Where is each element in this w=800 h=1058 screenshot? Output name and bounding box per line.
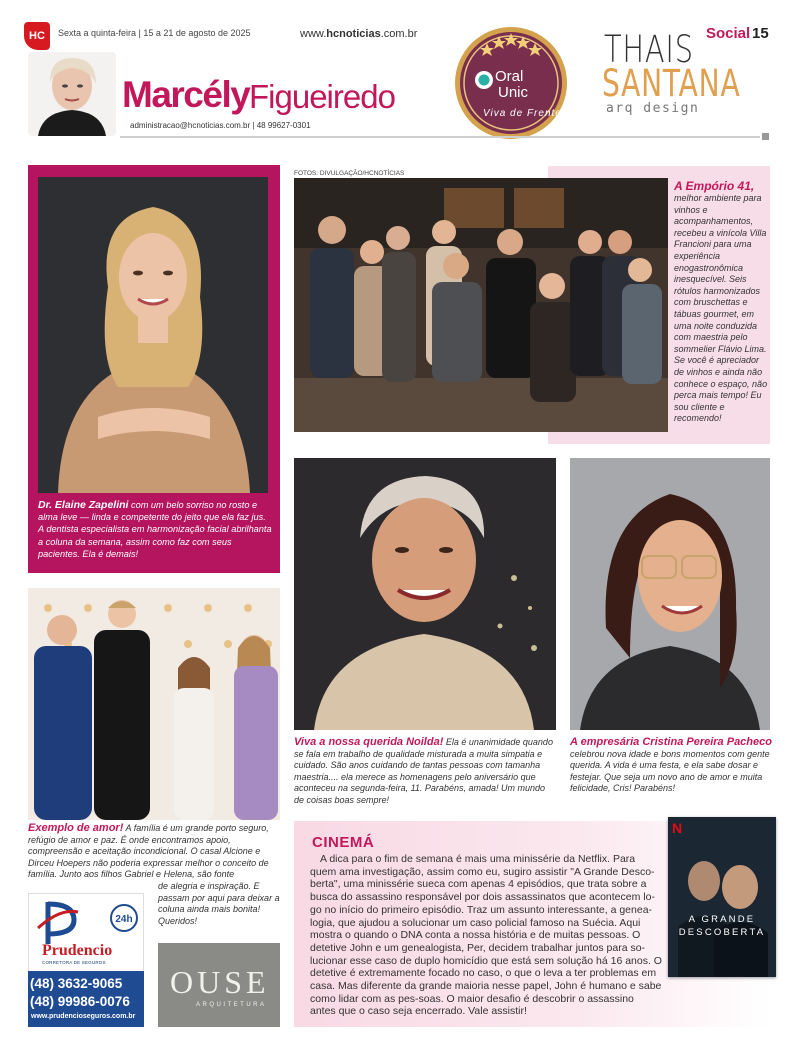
columnist-contact[interactable]: administracao@hcnoticias.com.br | 48 99627-0301 [130, 121, 311, 130]
poster-title-line1: A GRANDE [688, 914, 756, 925]
site-suffix: .com.br [380, 28, 418, 40]
ouse-subtitle: ARQUITETURA [196, 1002, 267, 1008]
columnist-last-name: Figueiredo [249, 78, 395, 115]
section-name: Social [706, 25, 751, 42]
header-divider-end [762, 133, 769, 140]
cinema-title: CINEMÁ [312, 834, 375, 851]
edition-date: Sexta a quinta-feira | 15 a 21 de agosto de 2025 [58, 28, 251, 38]
noilda-caption [294, 737, 556, 807]
prudencio-name: Prudencio [42, 942, 113, 959]
site-url[interactable] [300, 28, 417, 40]
site-prefix: www. [300, 28, 327, 40]
emporio-text: melhor ambiente para vinhos e acompanhamentos, recebeu a vinícola Villa Francioni para uma experiência enogastronômica inesquecível. Seis rótulos harmonizados com bruschettas e tábuas gourmet, em uma noite conduzida com maestria pelo sommelier Flávio Lima. Se você é apreciador de vinhos e ainda não conhece o espaço, não perca mais tempo! Eu sou cliente e recomendo! [674, 193, 768, 424]
site-bold: hcnoticias [326, 28, 381, 40]
thais-santana-logo-line3: arq design [606, 101, 700, 116]
elaine-text: com um belo sorriso no rosto e alma leve — linda e competente do jeito que ela faz jus. A dentista especialista em harmonização facial abrilhanta a coluna da semana, assim como faz com seus pacientes. Ela é demais! [38, 500, 272, 559]
prudencio-logo-icon [34, 898, 88, 948]
family-text-tail: de alegria e inspiração. E passam por aqui para deixar a coluna ainda mais bonita! Queridos! [158, 880, 280, 926]
24h-badge-icon [109, 903, 139, 933]
page-number: 15 [752, 25, 769, 42]
columnist-photo [28, 52, 116, 136]
family-text: A família é um grande porto seguro, refúgio de amor e paz. É onde encontramos apoio, compreensão e aceitação incondicional. O casal Alcione e Dirceu Hoepers não poderia expressar melhor o conceito de família. Junto aos filhos Gabriel e Helena, são fonte [28, 823, 269, 880]
family-photo [28, 588, 280, 820]
cristina-caption [570, 737, 774, 795]
thais-santana-logo-line2: SANTANA [602, 62, 741, 105]
prudencio-phone-1[interactable]: (48) 3632-9065 [30, 976, 123, 991]
cristina-text: celebrou nova idade e bons momentos com gente querida. A vida é uma festa, e ela sabe dosar e festejar. Que seja um novo ano de amor e muita felicidade, Cris! Parabéns! [570, 748, 770, 794]
elaine-name: Dr. Elaine Zapelini [38, 499, 129, 511]
prudencio-url[interactable]: www.prudencioseguros.com.br [31, 1013, 136, 1020]
photo-credit: FOTOS: DIVULGAÇÃO/HCNOTÍCIAS [294, 170, 405, 177]
seal-slogan: Viva de Frente [483, 108, 562, 119]
columnist-first-name: Marcély [122, 74, 250, 115]
cristina-title: A empresária Cristina Pereira Pacheco [570, 736, 772, 748]
emporio-group-photo [294, 178, 668, 432]
emporio-title: A Empório 41, [674, 179, 755, 193]
cristina-photo [570, 458, 770, 730]
seal-brand-oral: Oral [495, 68, 524, 85]
ouse-name: OUSE [170, 964, 270, 1000]
hc-logo: HC [24, 22, 50, 50]
poster-title-line2: DESCOBERTA [678, 927, 766, 938]
24h-label: 24h [115, 914, 133, 925]
noilda-photo [294, 458, 556, 730]
thais-santana-logo-line1: THAIS [604, 28, 694, 71]
elaine-photo [38, 177, 268, 493]
noilda-title: Viva a nossa querida Noilda! [294, 736, 444, 748]
prudencio-phone-2[interactable]: (48) 99986-0076 [30, 994, 130, 1009]
netflix-logo: N [672, 820, 683, 836]
seal-brand-unic: Unic [498, 84, 529, 101]
elaine-caption [38, 499, 272, 560]
netflix-poster [668, 817, 776, 977]
noilda-text: Ela é unanimidade quando se fala em trabalho de qualidade misturada a muita simpatia e cuidado. São anos cuidando de tantas pessoas com tamanha maestria.... ela merece as homenagens pelo aniversário que aconteceu na segunda-feira, 11. Parabéns, amada! Um mundo de coisas boas sempre! [294, 737, 553, 805]
family-title: Exemplo de amor! [28, 822, 124, 834]
prudencio-subtitle: CORRETORA DE SEGUROS [42, 960, 106, 965]
header-divider [120, 136, 760, 138]
emporio-caption [674, 179, 768, 425]
cinema-text: A dica para o fim de semana é mais uma minissérie da Netflix. Para quem ama investigação, assim como eu, sugiro assistir "A Grande Desco-berta", uma minissérie sueca com apenas 4 episódios, que trata sobre a busca do assassino responsável por dois assassinatos que acontecem lo-go no início do primeiro episódio. Traz um assunto interessante, a genea-logia, que ajudou a solucionar um caso policial famoso na Suécia. Aqui mostra o quando o DNA conta a nossa história e de muitas pessoas. O detetive John e um genealogista, Per, decidem trabalhar juntos para so-lucionar esse caso de duplo homicídio que está sem solução há 16 anos. O detetive é extremamente focado no caso, o que o leva a ter problemas em casa. Mas diferente da grande maioria nesse papel, John é humano e sabe como lidar com as pes-soas. O maior desafio é descobrir o assassino antes que o caso seja encerrado. Vale assistir! [310, 853, 662, 1018]
